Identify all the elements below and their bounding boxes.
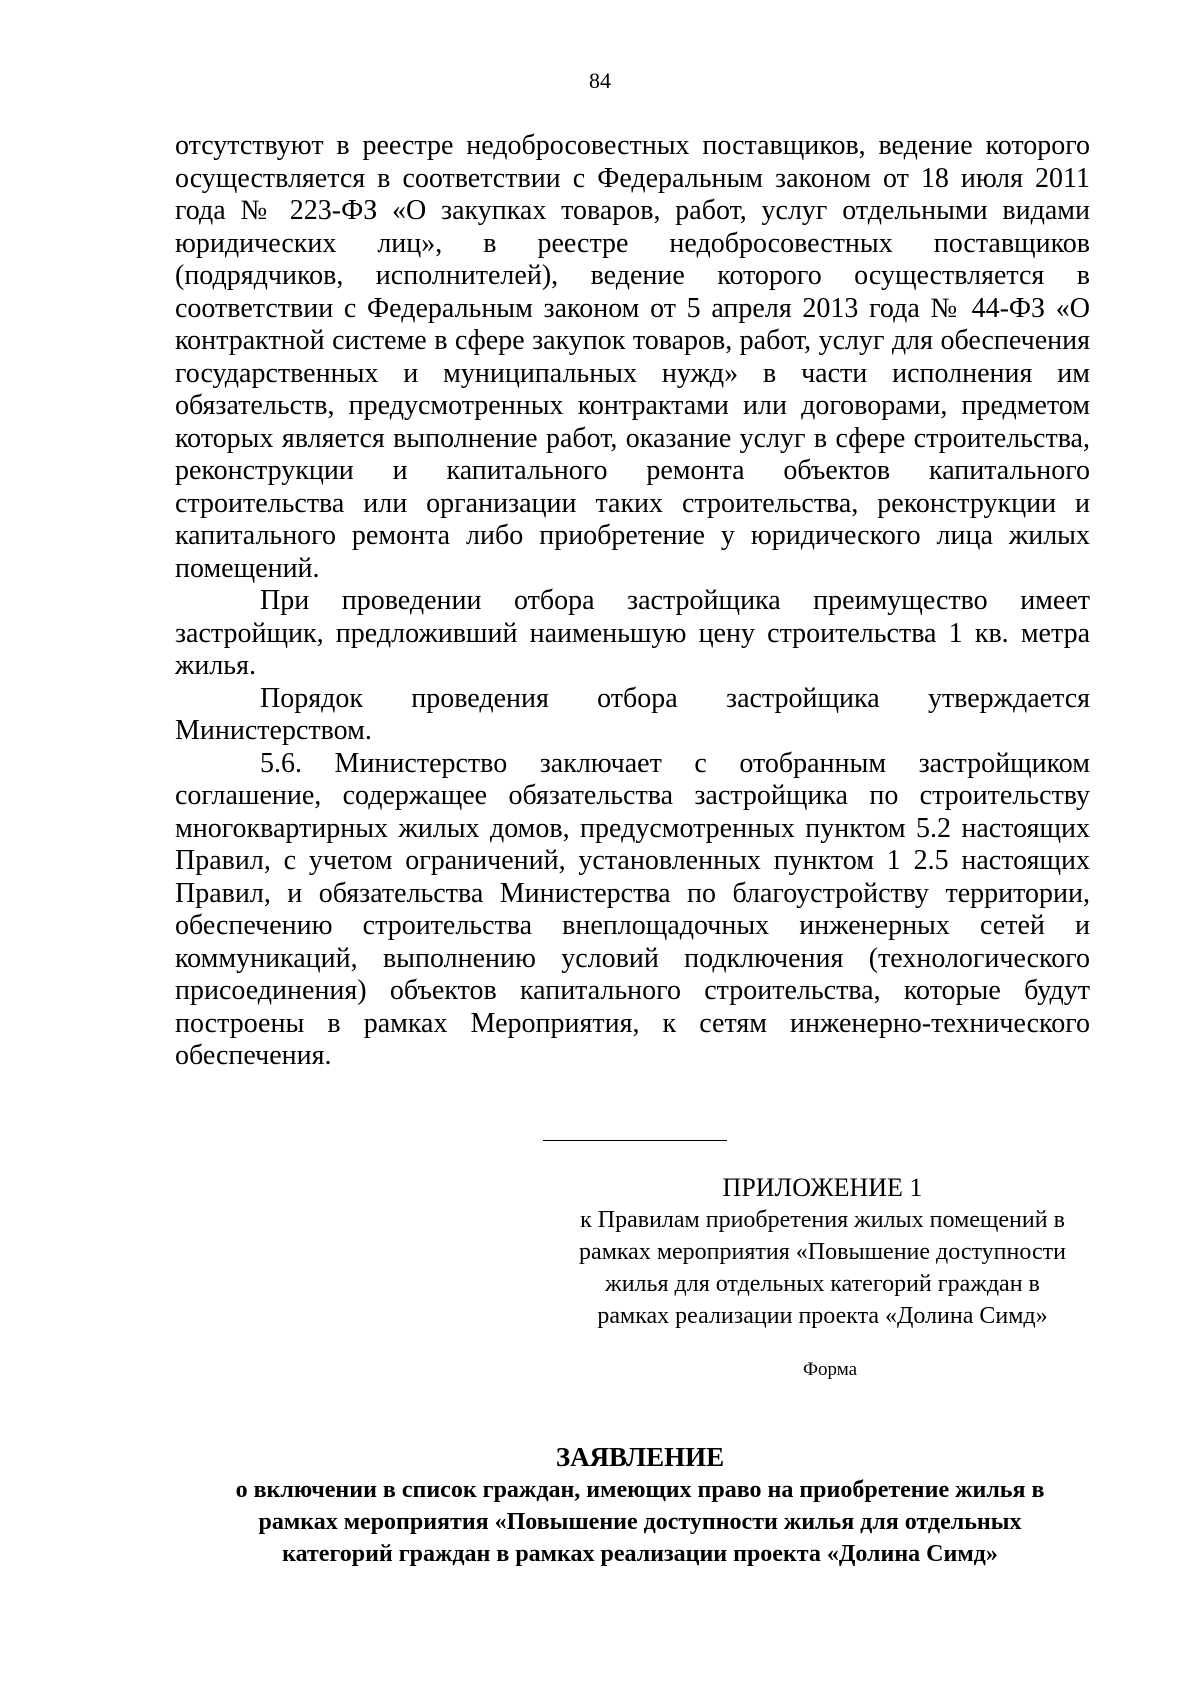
paragraph-selection-procedure: Порядок проведения отбора застройщика утверждается Министерством. (175, 682, 1090, 746)
section-divider (543, 1140, 727, 1141)
statement-line: о включении в список граждан, имеющих право на приобретение жилья в (235, 1477, 1045, 1503)
paragraph-selection-advantage: При проведении отбора застройщика преимущество имеет застройщик, предложивший наименьшую цену строительства 1 кв. метра жилья. (175, 585, 1090, 681)
form-label: Форма (802, 1359, 858, 1380)
paragraph-agreement: 5.6. Министерство заключает с отобранным застройщиком соглашение, содержащее обязательства застройщика по строительству многоквартирных жилых домов, предусмотренных пунктом 5.2 настоящих Правил, с учетом ограничений, установленных пунктом 1 2.5 настоящих Правил, и обязательства Министерства по благоустройству территории, обеспечению строительства внеплощадочных инженерных сетей и коммуникаций, выполнению условий подключения (технологического присоединения) объектов капитального строительства, которые будут построены в рамках Мероприятия, к сетям инженерно-технического обеспечения. (175, 747, 1090, 1071)
statement-heading (150, 1440, 1130, 1570)
statement-line: рамках мероприятия «Повышение доступности жилья для отдельных (258, 1509, 1022, 1535)
appendix-line: жилья для отдельных категорий граждан в (605, 1271, 1040, 1297)
statement-title: ЗАЯВЛЕНИЕ (555, 1442, 725, 1472)
appendix-line: рамках мероприятия «Повышение доступности (579, 1239, 1066, 1265)
appendix-header (550, 1172, 1095, 1332)
body-text (175, 130, 1090, 1073)
appendix-title: ПРИЛОЖЕНИЕ 1 (722, 1173, 923, 1202)
statement-line: категорий граждан в рамках реализации проекта «Долина Симд» (282, 1541, 998, 1567)
appendix-line: рамках реализации проекта «Долина Симд» (597, 1303, 1048, 1329)
appendix-line: к Правилам приобретения жилых помещений в (580, 1207, 1065, 1233)
paragraph-registry: отсутствуют в реестре недобросовестных поставщиков, ведение которого осуществляется в соответствии с Федеральным законом от 18 июля 2011 года № 223-ФЗ «О закупках товаров, работ, услуг отдельными видами юридических лиц», в реестре недобросовестных поставщиков (подрядчиков, исполнителей), ведение которого осуществляется в соответствии с Федеральным законом от 5 апреля 2013 года № 44-ФЗ «О контрактной системе в сфере закупок товаров, работ, услуг для обеспечения государственных и муниципальных нужд» в части исполнения им обязательств, предусмотренных контрактами или договорами, предметом которых является выполнение работ, оказание услуг в сфере строительства, реконструкции и капитального ремонта объектов капитального строительства или организации таких строительства, реконструкции и капитального ремонта либо приобретение у юридического лица жилых помещений. (175, 130, 1090, 584)
page-number: 84 (589, 68, 611, 93)
